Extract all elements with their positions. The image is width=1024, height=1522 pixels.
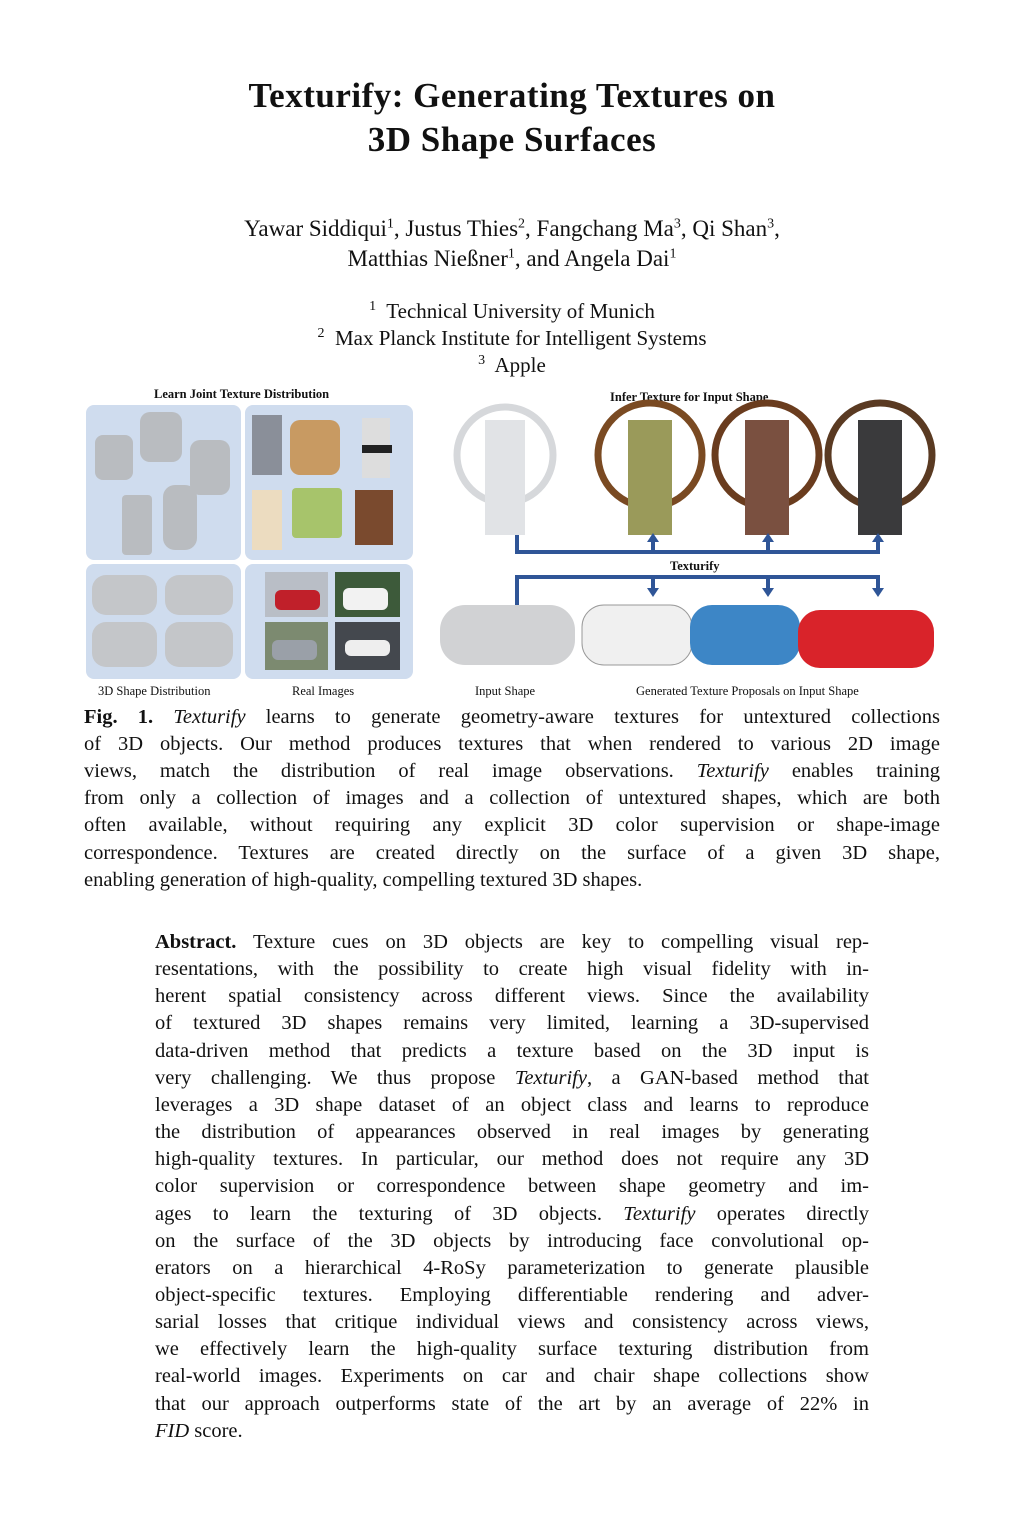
author-name: and Angela Dai	[526, 246, 670, 271]
affiliation-name: Technical University of Munich	[386, 299, 655, 323]
text: , a GAN-based method that	[586, 1066, 870, 1089]
abstract-line	[155, 1282, 869, 1309]
abstract-line	[155, 1010, 869, 1037]
author-affiliation-mark: 1	[669, 246, 677, 262]
author-affiliation-mark: 1	[386, 216, 394, 232]
author-name: Yawar Siddiqui	[244, 216, 387, 241]
text: views, match the distribution of real image observations.	[84, 760, 697, 783]
author-name: Justus Thies	[405, 216, 519, 241]
affiliation-mark: 3	[478, 353, 486, 368]
real-car-images	[265, 572, 400, 670]
text: enabling generation of high-quality, compelling textured 3D shapes.	[84, 868, 643, 891]
text: on the surface of the 3D objects by introducing face convolutional op-	[155, 1229, 869, 1252]
output-cars	[440, 605, 934, 668]
text: score.	[189, 1419, 243, 1442]
emphasis: Texturify	[514, 1066, 587, 1089]
text: we effectively learn the high-quality surface texturing distribution from	[155, 1338, 869, 1361]
infer-title: Infer Texture for Input Shape	[610, 390, 769, 404]
abstract-line	[155, 1336, 869, 1363]
figure-graphics	[0, 0, 1024, 700]
output-chairs	[457, 403, 932, 535]
abstract-line	[155, 1065, 869, 1092]
text: very challenging. We thus propose	[155, 1066, 515, 1089]
text: sarial losses that critique individual views and consistency across views,	[155, 1311, 869, 1334]
text: often available, without requiring any explicit 3D color supervision or shape-image	[84, 814, 940, 837]
text	[153, 706, 173, 728]
caption-line	[84, 867, 940, 894]
text: erators on a hierarchical 4-RoSy parameterization to generate plausible	[155, 1256, 869, 1279]
abstract-label: Abstract.	[155, 931, 237, 953]
abstract-line	[155, 1309, 869, 1336]
emphasis: Texturify	[173, 706, 246, 728]
author-name: Qi Shan	[692, 216, 768, 241]
caption-line	[84, 840, 940, 867]
text: correspondence. Textures are created directly on the surface of a given 3D shape,	[84, 841, 940, 864]
text: leverages a 3D shape dataset of an object class and learns to reproduce	[155, 1093, 869, 1116]
abstract-line	[155, 1255, 869, 1282]
text: object-specific textures. Employing differentiable rendering and adver-	[155, 1283, 869, 1306]
caption-line	[84, 812, 940, 839]
affiliation-name: Max Planck Institute for Intelligent Systems	[334, 326, 707, 350]
abstract-line	[155, 956, 869, 983]
author-affiliation-mark: 1	[507, 246, 515, 262]
affiliation-mark: 1	[369, 299, 377, 314]
texturify-label: Texturify	[670, 559, 720, 573]
caption-line	[84, 785, 940, 812]
text: data-driven method that predicts a texture based on the 3D input is	[155, 1039, 869, 1062]
text: from only a collection of images and a collection of untextured shapes, which are both	[84, 787, 940, 810]
abstract-line	[155, 1173, 869, 1200]
authors-line-1: Yawar Siddiqui$^1$, Justus Thies$^2$, Fangchang Ma$^3$, Qi Shan$^3$,	[244, 216, 780, 241]
abstract-line	[155, 1363, 869, 1390]
text: herent spatial consistency across different views. Since the availability	[155, 985, 869, 1008]
gray-car-shapes	[92, 575, 233, 667]
affiliation-name: Apple	[494, 353, 546, 377]
text: real-world images. Experiments on car and chair shape collections show	[155, 1365, 869, 1388]
gray-chair-shapes	[95, 412, 230, 555]
text: of 3D objects. Our method produces textures that when rendered to various 2D image	[84, 733, 940, 756]
learn-title: Learn Joint Texture Distribution	[154, 387, 330, 401]
caption-line	[84, 731, 940, 758]
text: high-quality textures. In particular, our method does not require any 3D	[155, 1148, 869, 1171]
text: that our approach outperforms state of the art by an average of 22% in	[155, 1392, 869, 1415]
abstract-line	[155, 1228, 869, 1255]
emphasis: Texturify	[623, 1202, 696, 1225]
caption-line	[84, 758, 940, 785]
author-affiliation-mark: 3	[767, 216, 775, 232]
author-name: Matthias Nießner	[347, 246, 508, 271]
author-name: Fangchang Ma	[536, 216, 674, 241]
author-affiliation-mark: 2	[518, 216, 526, 232]
abstract-line	[155, 1418, 869, 1445]
caption-line	[84, 704, 940, 731]
paper-title-line-1: Texturify: Generating Textures on	[248, 76, 776, 115]
abstract-line	[155, 1092, 869, 1119]
text: color supervision or correspondence between shape geometry and im-	[155, 1175, 869, 1198]
emphasis: FID	[155, 1419, 190, 1442]
abstract-line	[155, 1391, 869, 1418]
text: of textured 3D shapes remains very limited, learning a 3D-supervised	[155, 1012, 869, 1035]
generated-proposals-label: Generated Texture Proposals on Input Shape	[636, 684, 859, 698]
abstract-line	[155, 1146, 869, 1173]
real-images-label: Real Images	[292, 684, 355, 698]
text: resentations, with the possibility to create high visual fidelity with in-	[155, 958, 869, 981]
text: enables training	[768, 760, 940, 783]
abstract-line	[155, 1119, 869, 1146]
paper-title-line-2: 3D Shape Surfaces	[367, 120, 657, 159]
shape-distribution-label: 3D Shape Distribution	[98, 684, 211, 698]
text: ages to learn the texturing of 3D objects.	[155, 1202, 624, 1225]
abstract-line	[155, 929, 869, 956]
affiliation-mark: 2	[317, 326, 325, 341]
caption-label: Fig. 1.	[84, 706, 154, 728]
text: operates directly	[695, 1202, 869, 1225]
abstract-line	[155, 1038, 869, 1065]
author-affiliation-mark: 3	[673, 216, 681, 232]
abstract-line	[155, 983, 869, 1010]
authors-line-2: Matthias Nießner$^1$, and Angela Dai$^1$	[347, 246, 677, 271]
real-chair-images	[252, 415, 393, 550]
text: learns to generate geometry-aware textures for untextured collections	[245, 706, 941, 728]
text: the distribution of appearances observed in real images by generating	[155, 1121, 869, 1144]
text: Texture cues on 3D objects are key to compelling visual rep-	[236, 931, 869, 953]
input-shape-label: Input Shape	[475, 684, 536, 698]
emphasis: Texturify	[696, 760, 769, 783]
abstract-line	[155, 1201, 869, 1228]
